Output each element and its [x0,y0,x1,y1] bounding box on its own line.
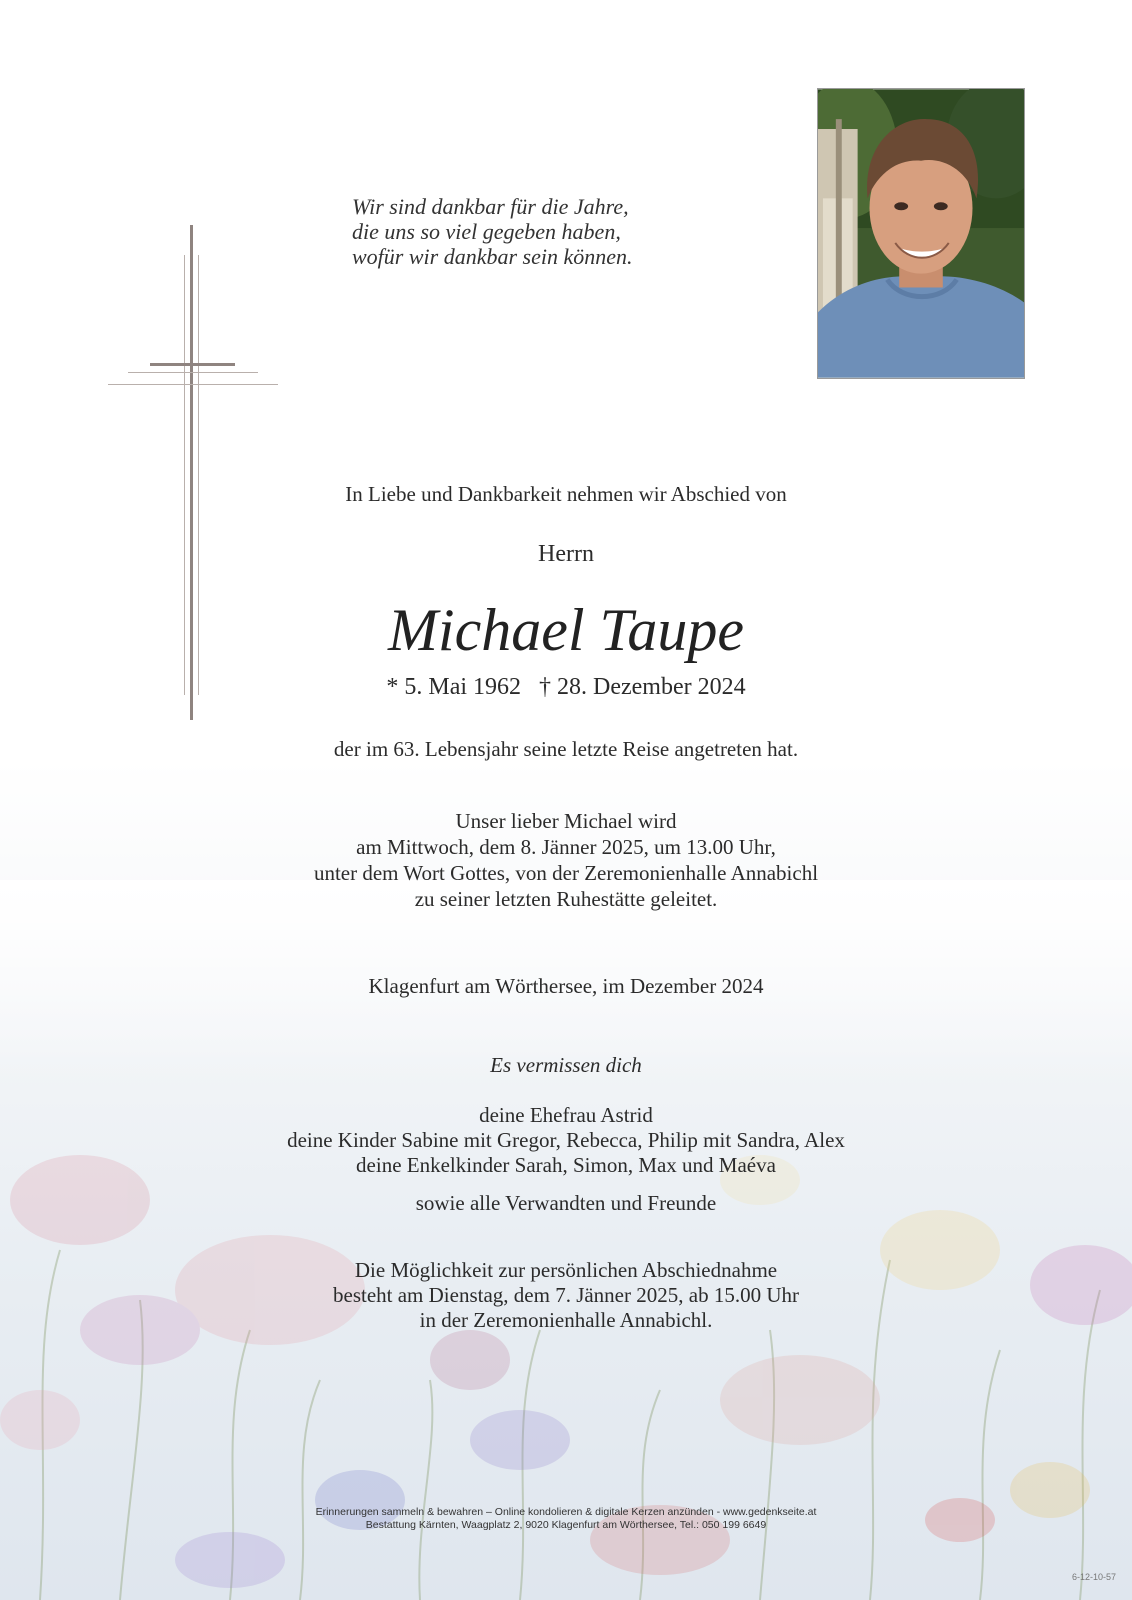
farewell-line: Die Möglichkeit zur persönlichen Abschiednahme [354,1258,778,1282]
footer-line: Bestattung Kärnten, Waagplatz 2, 9020 Klagenfurt am Wörthersee, Tel.: 050 199 6649 [365,1519,767,1531]
intro-text: In Liebe und Dankbarkeit nehmen wir Abschied von [345,482,787,506]
family-line: deine Enkelkinder Sarah, Simon, Max und Maéva [356,1153,776,1177]
family-line: deine Ehefrau Astrid [479,1103,653,1127]
ceremony-line: zu seiner letzten Ruhestätte geleitet. [414,887,718,911]
corner-code: 6-12-10-57 [1071,1572,1116,1582]
quote-line: die uns so viel gegeben haben, [352,219,621,244]
salutation: Herrn [538,541,594,567]
family-list [0,1103,1132,1178]
deceased-name: Michael Taupe [387,597,745,663]
portrait-photo [817,88,1025,379]
ceremony-announcement [0,808,1132,912]
quote-line: wofür wir dankbar sein können. [352,244,633,269]
footer-line: Erinnerungen sammeln & bewahren – Online kondolieren & digitale Kerzen anzünden - www.gedenkseite.at [315,1506,817,1518]
place-date: Klagenfurt am Wörthersee, im Dezember 2024 [368,974,764,998]
memorial-quote [352,194,692,269]
footer [0,1506,1132,1532]
ceremony-line: unter dem Wort Gottes, von der Zeremonienhalle Annabichl [313,861,819,885]
farewell-line: besteht am Dienstag, dem 7. Jänner 2025, ab 15.00 Uhr [333,1283,799,1307]
portrait-image [818,89,1024,378]
life-year-text: der im 63. Lebensjahr seine letzte Reise angetreten hat. [333,737,799,761]
farewell-line: in der Zeremonienhalle Annabichl. [419,1308,713,1332]
farewell-info [0,1258,1132,1333]
ceremony-line: am Mittwoch, dem 8. Jänner 2025, um 13.00 Uhr, [356,835,776,859]
family-line: deine Kinder Sabine mit Gregor, Rebecca, Philip mit Sandra, Alex [287,1128,845,1152]
ceremony-line: Unser lieber Michael wird [455,809,677,833]
life-dates: * 5. Mai 1962 † 28. Dezember 2024 [386,674,746,700]
relatives-text: sowie alle Verwandten und Freunde [415,1191,717,1215]
miss-heading: Es vermissen dich [490,1053,642,1077]
quote-line: Wir sind dankbar für die Jahre, [352,194,629,219]
